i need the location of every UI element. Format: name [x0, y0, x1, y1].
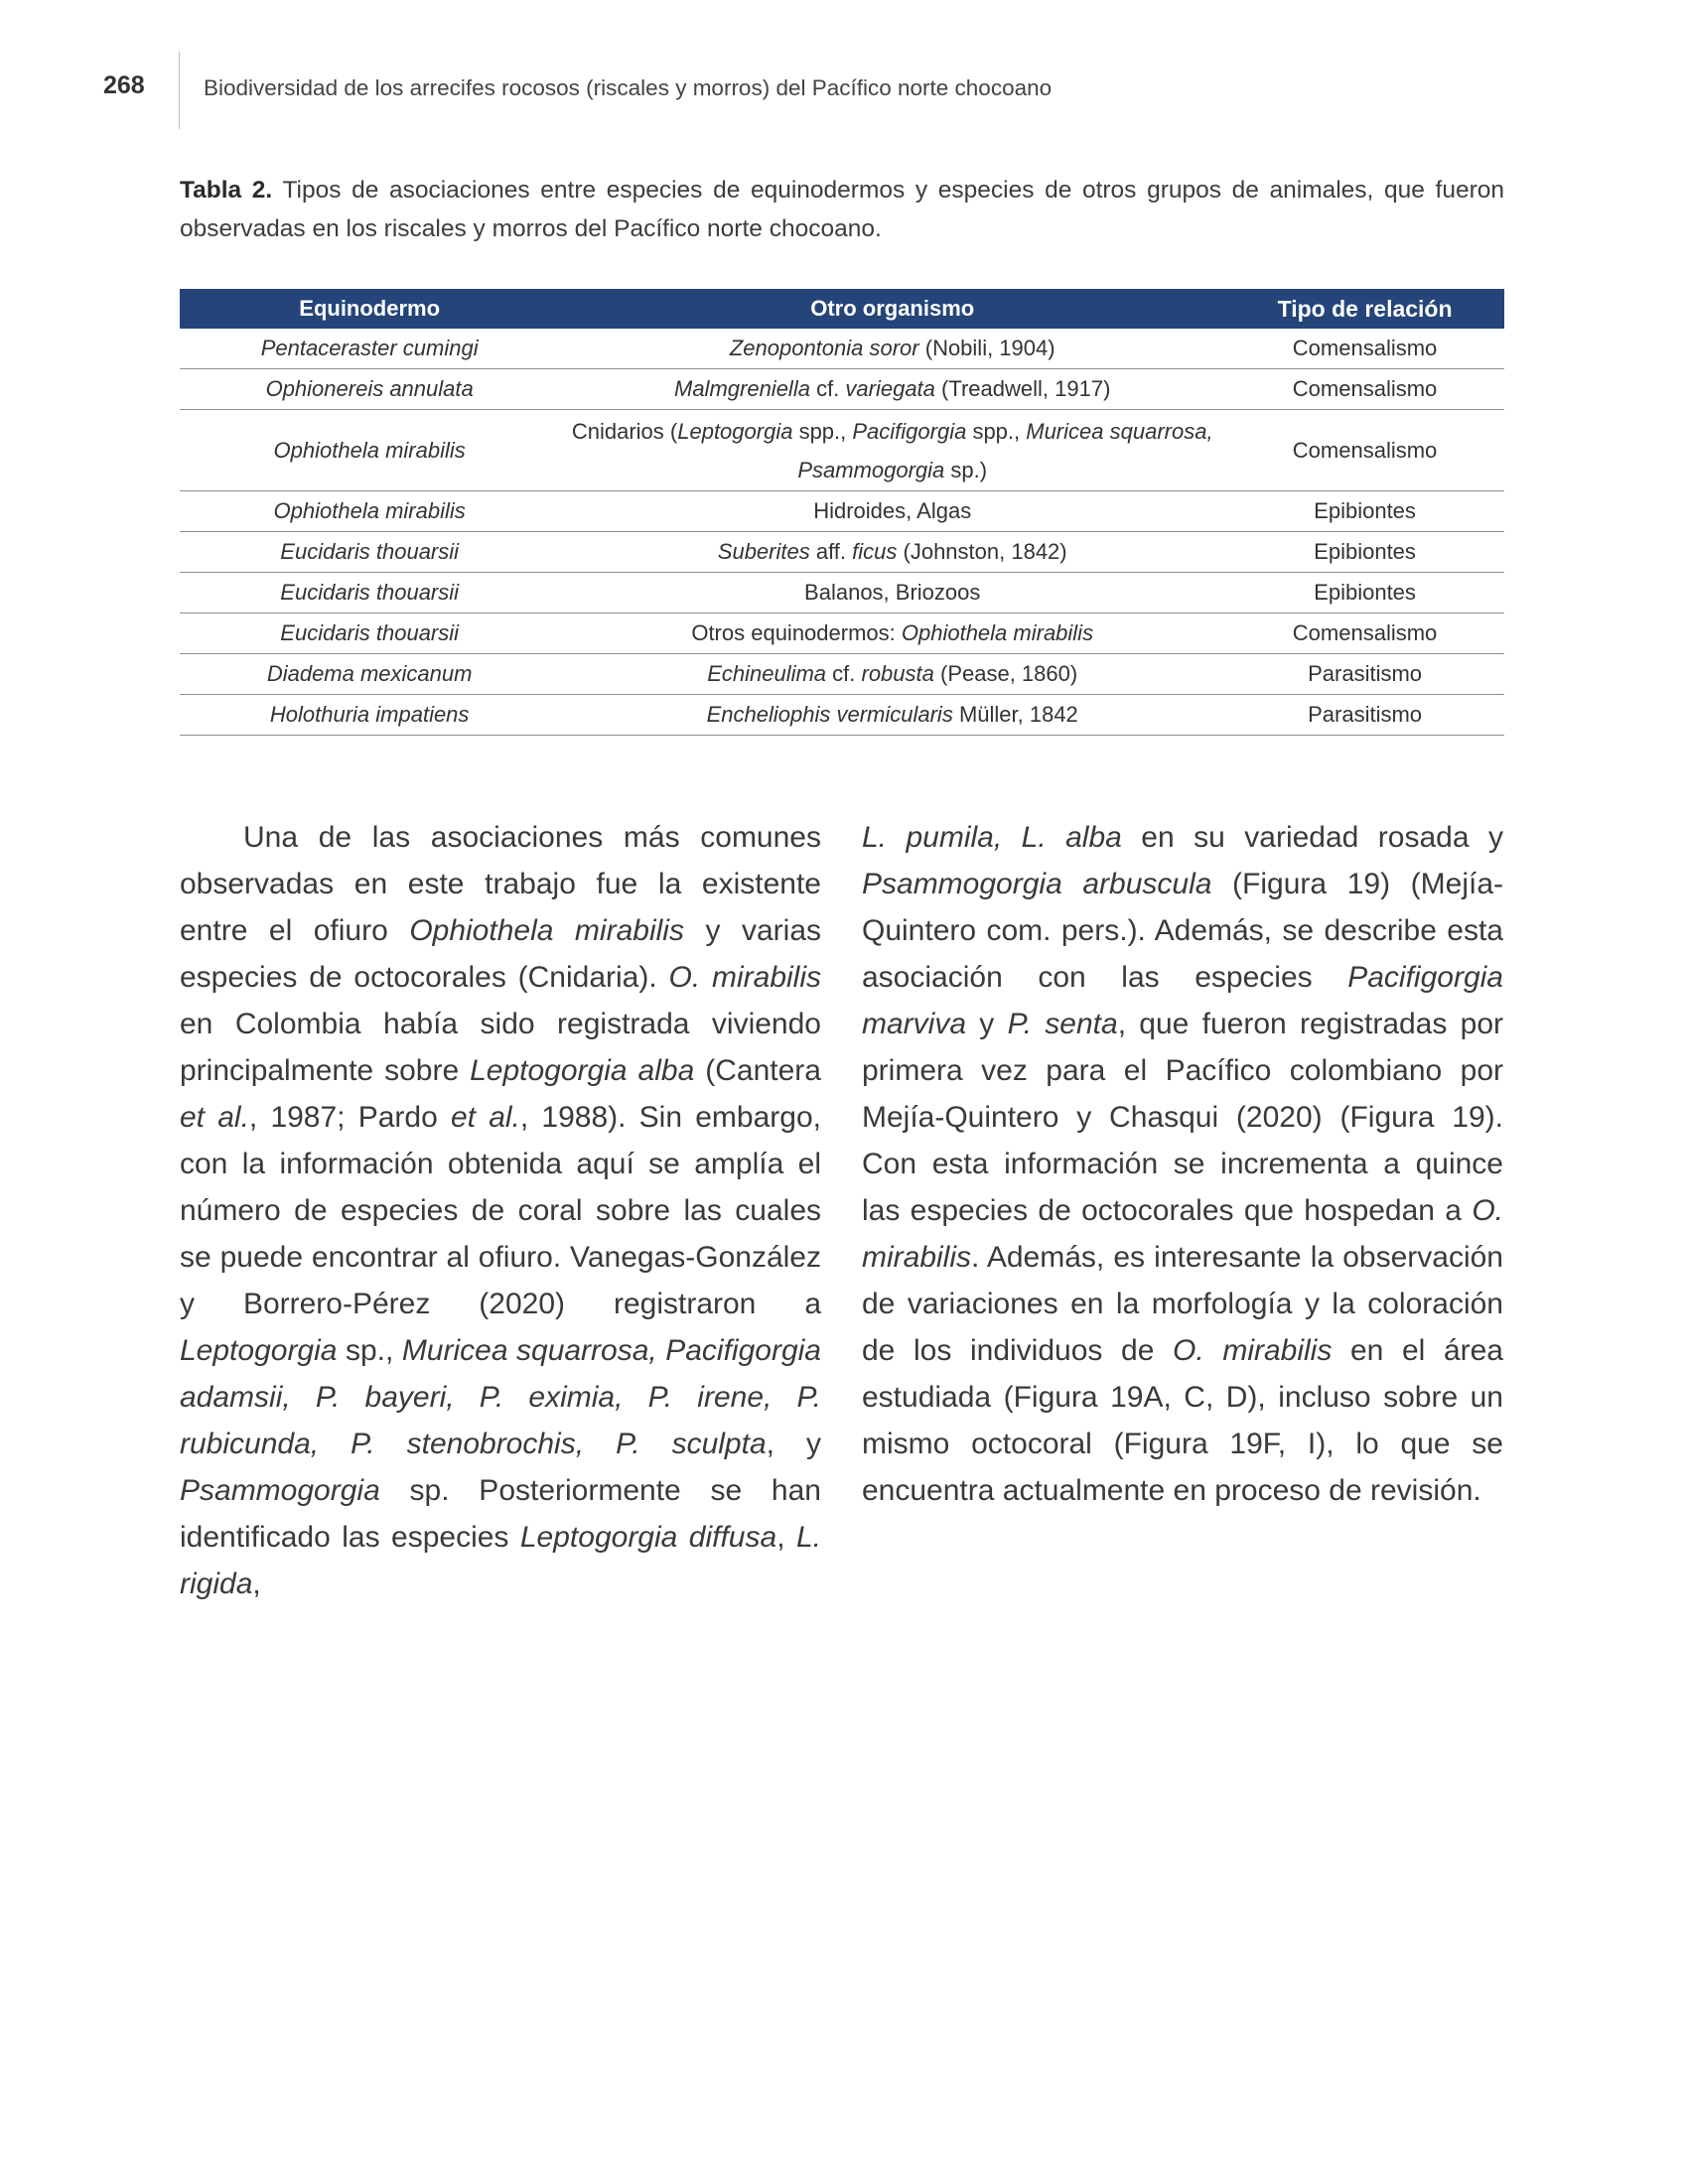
cell-equinodermo: Ophiothela mirabilis	[180, 410, 559, 491]
cell-tipo-relacion: Comensalismo	[1225, 614, 1504, 654]
paragraph-right: L. pumila, L. alba en su variedad rosada y Psammogorgia arbuscula (Figura 19) (Mejía-Quintero com. pers.). Además, se describe esta asociación con las especies Pacifigorgia marviva y P. senta, que fueron registradas por primera vez para el Pacífico colombiano por Mejía-Quintero y Chasqui (2020) (Figura 19). Con esta información se incrementa a quince las especies de octocorales que hospedan a O. mirabilis. Además, es interesante la observación de variaciones en la morfología y la coloración de los individuos de O. mirabilis en el área estudiada (Figura 19A, C, D), incluso sobre un mismo octocoral (Figura 19F, I), lo que se encuentra actualmente en proceso de revisión.	[862, 821, 1504, 1507]
table-row	[180, 654, 1504, 695]
cell-tipo-relacion: Comensalismo	[1225, 329, 1504, 369]
cell-otro-organismo: Hidroides, Algas	[559, 491, 1225, 532]
cell-tipo-relacion: Epibiontes	[1225, 573, 1504, 614]
cell-tipo-relacion: Parasitismo	[1225, 695, 1504, 736]
cell-tipo-relacion: Epibiontes	[1225, 491, 1504, 532]
cell-otro-organismo: Zenopontonia soror (Nobili, 1904)	[559, 329, 1225, 369]
table-body	[180, 329, 1504, 736]
body-column-left	[180, 814, 821, 1607]
header-otro-organismo: Otro organismo	[559, 289, 1225, 329]
body-column-right	[862, 814, 1503, 1514]
running-title: Biodiversidad de los arrecifes rocosos (riscales y morros) del Pacífico norte chocoano	[204, 75, 1053, 100]
table-caption	[180, 171, 1504, 248]
cell-otro-organismo: Cnidarios (Leptogorgia spp., Pacifigorgia spp., Muricea squarrosa, Psammogorgia sp.)	[559, 410, 1225, 491]
caption-text: Tipos de asociaciones entre especies de equinodermos y especies de otros grupos de animales, que fueron observadas en los riscales y morros del Pacífico norte chocoano.	[180, 177, 1504, 242]
table-row	[180, 491, 1504, 532]
page-number: 268	[103, 71, 145, 99]
associations-table	[180, 289, 1504, 736]
table-row	[180, 410, 1504, 491]
cell-otro-organismo: Encheliophis vermicularis Müller, 1842	[559, 695, 1225, 736]
cell-otro-organismo: Malmgreniella cf. variegata (Treadwell, 1917)	[559, 369, 1225, 410]
cell-equinodermo: Diadema mexicanum	[180, 654, 559, 695]
header-equinodermo: Equinodermo	[180, 289, 559, 329]
cell-tipo-relacion: Comensalismo	[1225, 410, 1504, 491]
table-row	[180, 614, 1504, 654]
cell-tipo-relacion: Epibiontes	[1225, 532, 1504, 573]
header-tipo-relacion: Tipo de relación	[1225, 289, 1504, 329]
cell-equinodermo: Ophionereis annulata	[180, 369, 559, 410]
cell-otro-organismo: Suberites aff. ficus (Johnston, 1842)	[559, 532, 1225, 573]
table-row	[180, 369, 1504, 410]
cell-otro-organismo: Balanos, Briozoos	[559, 573, 1225, 614]
cell-equinodermo: Eucidaris thouarsii	[180, 573, 559, 614]
table-row	[180, 532, 1504, 573]
table-header-row	[180, 289, 1504, 329]
cell-equinodermo: Ophiothela mirabilis	[180, 491, 559, 532]
cell-equinodermo: Eucidaris thouarsii	[180, 532, 559, 573]
caption-label: Tabla 2.	[180, 177, 273, 204]
paragraph-left: Una de las asociaciones más comunes observadas en este trabajo fue la existente entre el ofiuro Ophiothela mirabilis y varias especies de octocorales (Cnidaria). O. mirabilis en Colombia había sido registrada viviendo principalmente sobre Leptogorgia alba (Cantera et al., 1987; Pardo et al., 1988). Sin embargo, con la información obtenida aquí se amplía el número de especies de coral sobre las cuales se puede encontrar al ofiuro. Vanegas-González y Borrero-Pérez (2020) registraron a Leptogorgia sp., Muricea squarrosa, Pacifigorgia adamsii, P. bayeri, P. eximia, P. irene, P. rubicunda, P. stenobrochis, P. sculpta, y Psammogorgia sp. Posteriormente se han identificado las especies Leptogorgia diffusa, L. rigida,	[180, 821, 822, 1600]
cell-equinodermo: Eucidaris thouarsii	[180, 614, 559, 654]
header-divider	[179, 52, 180, 129]
table-row	[180, 695, 1504, 736]
table-row	[180, 329, 1504, 369]
table-row	[180, 573, 1504, 614]
cell-tipo-relacion: Parasitismo	[1225, 654, 1504, 695]
cell-equinodermo: Holothuria impatiens	[180, 695, 559, 736]
cell-tipo-relacion: Comensalismo	[1225, 369, 1504, 410]
cell-otro-organismo: Otros equinodermos: Ophiothela mirabilis	[559, 614, 1225, 654]
cell-equinodermo: Pentaceraster cumingi	[180, 329, 559, 369]
cell-otro-organismo: Echineulima cf. robusta (Pease, 1860)	[559, 654, 1225, 695]
